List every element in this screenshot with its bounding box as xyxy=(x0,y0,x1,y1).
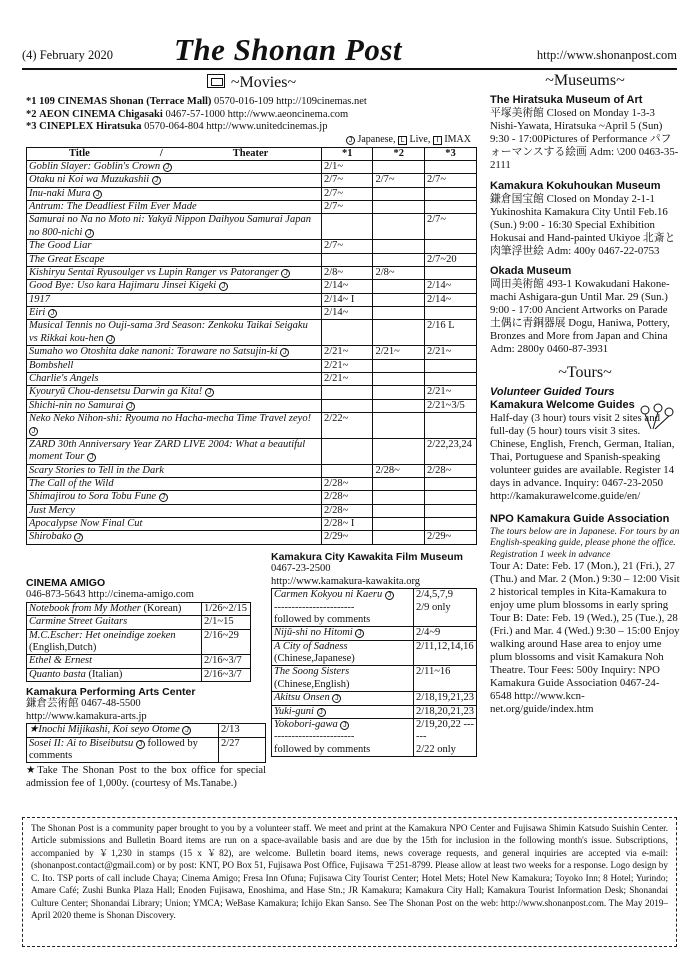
movie-title: Otaku ni Koi wa Muzukashii J xyxy=(27,174,322,187)
kawakita-url[interactable]: http://www.kamakura-kawakita.org xyxy=(271,575,420,587)
movie-row xyxy=(27,518,477,531)
npo-intro: The tours below are in Japanese. For tours by an English-speaking guide, please phone the office. Registration 1 week in advance xyxy=(490,525,680,560)
showing-date xyxy=(373,491,425,504)
kwg-title: Kamakura Welcome Guides xyxy=(490,399,635,412)
showing-date xyxy=(373,307,425,320)
amigo-row: Carmine Street Guitars 2/1~15 xyxy=(27,616,251,629)
right-column xyxy=(490,72,680,716)
showing-date xyxy=(373,214,425,240)
showing-date xyxy=(373,477,425,490)
movie-row xyxy=(27,359,477,372)
japanese-mark-icon: J xyxy=(355,629,364,638)
movie-title: Charlie's Angels xyxy=(27,372,322,385)
showing-date xyxy=(425,372,477,385)
showing-date xyxy=(321,214,373,240)
camera-icon xyxy=(207,74,225,88)
museum-entry xyxy=(490,180,680,258)
movie-row xyxy=(27,464,477,477)
showing-date: 2/7~ xyxy=(321,174,373,187)
movie-row xyxy=(27,320,477,346)
amigo-row: M.C.Escher: Het oneindige zoeken (English,Dutch) 2/16~29 xyxy=(27,629,251,655)
showing-date: 2/7~20 xyxy=(425,253,477,266)
showing-date: 2/7~ xyxy=(425,214,477,240)
showing-date xyxy=(373,386,425,399)
movie-row xyxy=(27,240,477,253)
kpac-url[interactable]: http://www.kamakura-arts.jp xyxy=(26,710,147,722)
showing-date xyxy=(321,464,373,477)
movie-row xyxy=(27,438,477,464)
movies-heading: ~Movies~ xyxy=(26,74,477,96)
kawakita xyxy=(271,551,477,757)
kpac-title: Kamakura Performing Arts Center xyxy=(26,686,196,698)
showing-date: 2/7~ xyxy=(321,201,373,214)
showing-date xyxy=(373,240,425,253)
showing-date: 2/28~ xyxy=(373,464,425,477)
showing-date xyxy=(373,438,425,464)
showing-date: 2/22~ xyxy=(321,413,373,439)
movie-title: Eiri J xyxy=(27,307,322,320)
movie-row xyxy=(27,531,477,544)
amigo-title: CINEMA AMIGO xyxy=(26,577,106,589)
paper-url[interactable]: http://www.shonanpost.com xyxy=(536,48,677,62)
showing-date: 2/16 L xyxy=(425,320,477,346)
showing-date: 2/7~ xyxy=(373,174,425,187)
showing-date: 2/7~ xyxy=(321,187,373,200)
col-theater-3: *3 xyxy=(425,147,477,160)
showing-date xyxy=(425,359,477,372)
flower-icon xyxy=(636,403,676,431)
movie-title: 1917 xyxy=(27,293,322,306)
movie-row xyxy=(27,372,477,385)
japanese-mark-icon: J xyxy=(159,493,168,502)
movie-title: Shimajirou to Sora Tobu Fune J xyxy=(27,491,322,504)
kpac-note: ★Take The Shonan Post to the box office for special admission fee of 1,000y. (courtesy of Ms.Tanabe.) xyxy=(26,765,266,789)
showing-date: 2/28~ xyxy=(425,464,477,477)
movie-row xyxy=(27,266,477,279)
japanese-mark-icon: J xyxy=(332,694,341,703)
showing-date xyxy=(373,518,425,531)
showing-date: 2/7~ xyxy=(425,174,477,187)
showing-date xyxy=(373,320,425,346)
amigo-row: Quanto basta (Italian) 2/16~3/7 xyxy=(27,668,251,681)
movie-title: Apocalypse Now Final Cut xyxy=(27,518,322,531)
movie-row xyxy=(27,399,477,412)
showing-date: 2/1~ xyxy=(321,160,373,173)
movie-table xyxy=(26,147,477,545)
movie-title: The Great Escape xyxy=(27,253,322,266)
showing-date xyxy=(321,320,373,346)
japanese-mark-icon: J xyxy=(93,190,102,199)
showing-date: 2/21~ xyxy=(321,372,373,385)
header-rule xyxy=(22,68,677,70)
movie-row xyxy=(27,174,477,187)
showing-date: 2/8~ xyxy=(373,266,425,279)
theater-2: *2 AEON CINEMA Chigasaki 0467-57-1000 http://www.aeoncinema.com xyxy=(26,108,349,120)
kpac xyxy=(26,686,266,790)
movie-title: Antrum: The Deadliest Film Ever Made xyxy=(27,201,322,214)
movie-row xyxy=(27,253,477,266)
movie-title: Kyouryū Chou-densetsu Darwin ga Kita! J xyxy=(27,386,322,399)
npo-body: Tour A: Date: Feb. 17 (Mon.), 21 (Fri.), 27 (Thu.) and Mar. 2 (Mon.) 9:30 – 12:00 Visit 2 historical temples in Kita-Kamakura to enjoy ume plum blossoms in early spring Tour B: Date: Feb. 19 (Wed.), 25 (Tue.), 28 (Fri.) and Mar. 4 (Wed.) 9:30 – 15:00 Enjoy walking around Hase area to enjoy ume plum blossoms and visit Kamakura Noh Theatre. Tour Fees: 500y Inquiry: NPO Kamakura Guide Association 0467-24-6548 http://www.kcn-net.org/guide/index.htm xyxy=(490,560,680,715)
showing-date: 2/21~ xyxy=(373,346,425,359)
amigo-row: Notebook from My Mother (Korean) 1/26~2/15 xyxy=(27,602,251,615)
movie-title: Scary Stories to Tell in the Dark xyxy=(27,464,322,477)
showing-date xyxy=(373,293,425,306)
showing-date xyxy=(425,413,477,439)
kpac-table xyxy=(26,723,266,763)
col-title: Title / Theater xyxy=(27,147,322,160)
showing-date: 2/21~3/5 xyxy=(425,399,477,412)
showing-date: 2/14~ xyxy=(321,307,373,320)
showing-date xyxy=(373,280,425,293)
col-theater-1: *1 xyxy=(321,147,373,160)
japanese-mark-icon: J xyxy=(182,726,191,735)
showing-date xyxy=(321,253,373,266)
japanese-mark-icon: J xyxy=(281,269,290,278)
showing-date xyxy=(425,160,477,173)
kawakita-table xyxy=(271,588,477,757)
kawakita-title: Kamakura City Kawakita Film Museum xyxy=(271,551,463,563)
movie-row xyxy=(27,214,477,240)
japanese-mark-icon: J xyxy=(163,163,172,172)
showing-date: 2/29~ xyxy=(425,531,477,544)
showing-date xyxy=(373,253,425,266)
japanese-mark-icon: J xyxy=(74,533,83,542)
movie-title: Shirobako J xyxy=(27,531,322,544)
footer-box: The Shonan Post is a community paper brought to you by a volunteer staff. We meet and print at the Kamakura NPO Center and Fujisawa Shimin Katsudo Suishin Center. Article submissions and Bulletin Board items are run on a space-available basis and are due by the 15th for inclusion in the following month's issue. Subscriptions, accompanied by ￥1,230 in stamps (15 x ￥82), are welcome. Bulletin board items, news coverage requests, and general inquiries are accepted via e-mail: (shonanpost.contact@gmail.com) or by post: KNT, PO Box 51, Fujisawa Post Office, Fujisawa 〒251-8799. Please allow at least two weeks for a response. Logo design by C. Ito. TSP ports of call include Chaya; Cinema Amigo; Fresa Inn Ofuna; Fujisawa City Tourist Center; Hotel Mets; Hotel New Kamakura; Toyoko Inn; 8 Hotel; Yurindo; Amare Café; Zushi Bunka Plaza Hall; Enoden Fujisawa, Enoshima, and Hase Stn.; JR Kamakura; Kamakura City Hall; Kamakura Tourist Information Desk; Shonandai Culture Center; Shonandai Library; Union; YMCA; WeBase Kamakura; Ichijo Ekan Sanso. See The Shonan Post on the web: http://www.shonanpost.com. The May 2019–April 2020 theme is Shonan Discovery. xyxy=(22,817,677,947)
movie-title: Bombshell xyxy=(27,359,322,372)
showing-date xyxy=(373,504,425,517)
showing-date xyxy=(373,413,425,439)
paper-title: The Shonan Post xyxy=(174,32,403,67)
showing-date: 2/28~ xyxy=(321,491,373,504)
showing-date xyxy=(321,438,373,464)
movie-row xyxy=(27,160,477,173)
museum-details: 鎌倉国宝館 Closed on Monday 2-1-1 Yukinoshita Kamakura City Until Feb.16 (Sun.) 9:00 - 16:30 Special Exhibition Hokusai and Hand-painted Ukiyoe 北斎と肉筆浮世絵 Adm: 400y 0467-22-0753 xyxy=(490,192,676,257)
movie-title: Sumaho wo Otoshita dake nanoni: Toraware no Satsujin-ki J xyxy=(27,346,322,359)
movie-title: The Call of the Wild xyxy=(27,477,322,490)
kpac-row: Sosei II: Ai to Biseibutsu J followed by comments 2/27 xyxy=(27,737,266,763)
museums-heading: ~Museums~ xyxy=(545,72,625,89)
tours-heading: ~Tours~ xyxy=(558,364,612,382)
movie-title: Inu-naki Mura J xyxy=(27,187,322,200)
movie-row xyxy=(27,477,477,490)
japanese-mark-icon: J xyxy=(136,740,145,749)
kawakita-row: Carmen Kokyou ni Kaeru J ----------------------- followed by comments 2/4,5,7,9 2/9 only xyxy=(272,589,477,627)
showing-date xyxy=(373,531,425,544)
showing-date: 2/14~ I xyxy=(321,293,373,306)
showing-date xyxy=(373,359,425,372)
movie-title: Kishiryu Sentai Ryusoulger vs Lupin Ranger vs Patoranger J xyxy=(27,266,322,279)
imax-mark-icon: I xyxy=(433,136,442,145)
japanese-mark-icon: J xyxy=(280,348,289,357)
showing-date xyxy=(425,187,477,200)
showing-date xyxy=(425,518,477,531)
showing-date xyxy=(321,399,373,412)
japanese-mark-icon: J xyxy=(48,309,57,318)
movie-title: The Good Liar xyxy=(27,240,322,253)
showing-date: 2/8~ xyxy=(321,266,373,279)
theater-list xyxy=(26,96,477,134)
showing-date: 2/21~ xyxy=(425,386,477,399)
museum-entry xyxy=(490,94,680,172)
amigo-row: Ethel & Ernest 2/16~3/7 xyxy=(27,655,251,668)
showing-date: 2/28~ xyxy=(321,504,373,517)
kawakita-phone: 0467-23-2500 xyxy=(271,563,331,575)
movies-section xyxy=(26,74,477,545)
showing-date: 2/14~ xyxy=(321,280,373,293)
npo-title: NPO Kamakura Guide Association xyxy=(490,512,670,525)
showing-date xyxy=(425,504,477,517)
japanese-mark-icon: J xyxy=(29,427,38,436)
japanese-mark-icon: J xyxy=(126,402,135,411)
showing-date xyxy=(425,240,477,253)
movie-row xyxy=(27,307,477,320)
col-theater-2: *2 xyxy=(373,147,425,160)
cinema-amigo xyxy=(26,577,251,682)
showing-date xyxy=(425,307,477,320)
japanese-mark-icon: J xyxy=(87,453,96,462)
showing-date xyxy=(425,266,477,279)
museum-details: 岡田美術館 493-1 Kowakudani Hakone-machi Ashigara-gun Until Mar. 29 (Sun.) 9:00 - 17:00 Ancient Artworks on Parade 土偶に青銅器展 Dogu, Haniwa, Pottery, Bronzes and More from Japan and China Adm: 2800y 0460-87-3931 xyxy=(490,278,670,356)
movie-title: Goblin Slayer: Goblin's Crown J xyxy=(27,160,322,173)
showing-date: 2/21~ xyxy=(321,359,373,372)
movie-row xyxy=(27,491,477,504)
japanese-mark-icon: J xyxy=(219,282,228,291)
japanese-mark-icon: J xyxy=(340,721,349,730)
showing-date xyxy=(373,201,425,214)
amigo-info: 046-873-5643 http://cinema-amigo.com xyxy=(26,589,194,601)
kawakita-row: A City of Sadness (Chinese,Japanese) 2/11,12,14,16 xyxy=(272,640,477,666)
showing-date: 2/14~ xyxy=(425,280,477,293)
amigo-table xyxy=(26,602,251,682)
kwg-body: Half-day (3 hour) tours visit 2 sites and full-day (5 hour) tours visit 3 sites. Chinese, English, French, German, Italian, Thai, Portuguese and Spanish-speaking volunteer guides are available. Register 14 days in advance. Inquiry: 0467-23-2050 http://kamakurawelcome.guide/en/ xyxy=(490,412,675,502)
showing-date: 2/14~ xyxy=(425,293,477,306)
kawakita-row: Yokobori-gawa J ----------------------- followed by comments 2/19,20,22 ------ 2/22 only xyxy=(272,718,477,756)
movie-title: Musical Tennis no Ouji-sama 3rd Season: Zenkoku Taikai Seigaku vs Rikkai kou-hen J xyxy=(27,320,322,346)
japanese-mark-icon: J xyxy=(205,388,214,397)
movie-row xyxy=(27,293,477,306)
showing-date: 2/29~ xyxy=(321,531,373,544)
movie-row xyxy=(27,280,477,293)
museum-name: The Hiratsuka Museum of Art xyxy=(490,94,643,106)
theater-1: *1 109 CINEMAS Shonan (Terrace Mall) 0570-016-109 http://109cinemas.net xyxy=(26,96,367,107)
movie-row xyxy=(27,187,477,200)
movie-title: Just Mercy xyxy=(27,504,322,517)
museum-list xyxy=(490,94,680,356)
museum-name: Kamakura Kokuhoukan Museum xyxy=(490,179,661,192)
legend: J Japanese, L Live, I IMAX xyxy=(26,134,477,147)
movie-title: Shichi-nin no Samurai J xyxy=(27,399,322,412)
showing-date: 2/7~ xyxy=(321,240,373,253)
japanese-mark-icon: J xyxy=(85,229,94,238)
showing-date: 2/21~ xyxy=(425,346,477,359)
showing-date xyxy=(373,399,425,412)
kawakita-row: Akitsu Onsen J 2/18,19,21,23 xyxy=(272,692,477,705)
movie-row xyxy=(27,504,477,517)
japanese-mark-icon: J xyxy=(317,708,326,717)
live-mark-icon: L xyxy=(398,136,407,145)
japanese-mark-icon: J xyxy=(106,335,115,344)
kawakita-row: Nijū-shi no Hitomi J 2/4~9 xyxy=(272,627,477,640)
movie-row xyxy=(27,201,477,214)
theater-3: *3 CINEPLEX Hiratsuka 0570-064-804 http://www.unitedcinemas.jp xyxy=(26,121,328,132)
showing-date xyxy=(373,372,425,385)
movie-title: ZARD 30th Anniversary Year ZARD LIVE 2004: What a beautiful moment Tour J xyxy=(27,438,322,464)
museum-entry xyxy=(490,265,680,356)
movie-title: Samurai no Na no Moto ni: Yakyū Nippon Daihyou Samurai Japan no 800-nichi J xyxy=(27,214,322,240)
showing-date xyxy=(321,386,373,399)
japanese-mark-icon: J xyxy=(385,591,394,600)
movie-row xyxy=(27,346,477,359)
movie-title: Good Bye: Uso kara Hajimaru Jinsei Kigeki J xyxy=(27,280,322,293)
movie-row xyxy=(27,386,477,399)
showing-date: 2/21~ xyxy=(321,346,373,359)
kpac-contact: 鎌倉芸術館 0467-48-5500 xyxy=(26,698,141,710)
showing-date xyxy=(425,491,477,504)
museum-details: 平塚美術館 Closed on Monday 1-3-3 Nishi-Yawata, Hiratsuka ~April 5 (Sun) 9:30 - 17:00Pictures of Performance パフォーマンスする絵画 Adm: \200 0463-35-2111 xyxy=(490,106,679,171)
issue-date: (4) February 2020 xyxy=(22,48,113,62)
showing-date: 2/28~ xyxy=(321,477,373,490)
showing-date xyxy=(425,201,477,214)
kawakita-row: Yuki-guni J 2/18,20,21,23 xyxy=(272,705,477,718)
japanese-mark-icon: J xyxy=(152,176,161,185)
kpac-row: ★Inochi Mijikashi, Koi seyo Otome J 2/13 xyxy=(27,724,266,737)
masthead xyxy=(22,32,677,76)
showing-date xyxy=(425,477,477,490)
movie-title: Neko Neko Nihon-shi: Ryouma no Hacha-mecha Time Travel zeyo! J xyxy=(27,413,322,439)
showing-date xyxy=(373,187,425,200)
museum-name: Okada Museum xyxy=(490,265,572,278)
kawakita-row: The Soong Sisters (Chinese,English) 2/11~16 xyxy=(272,666,477,692)
volunteer-tours-title: Volunteer Guided Tours xyxy=(490,386,615,399)
showing-date: 2/28~ I xyxy=(321,518,373,531)
showing-date xyxy=(373,160,425,173)
japanese-mark-icon: J xyxy=(346,136,355,145)
movie-rows xyxy=(27,160,477,544)
showing-date: 2/22,23,24 xyxy=(425,438,477,464)
movie-row xyxy=(27,413,477,439)
